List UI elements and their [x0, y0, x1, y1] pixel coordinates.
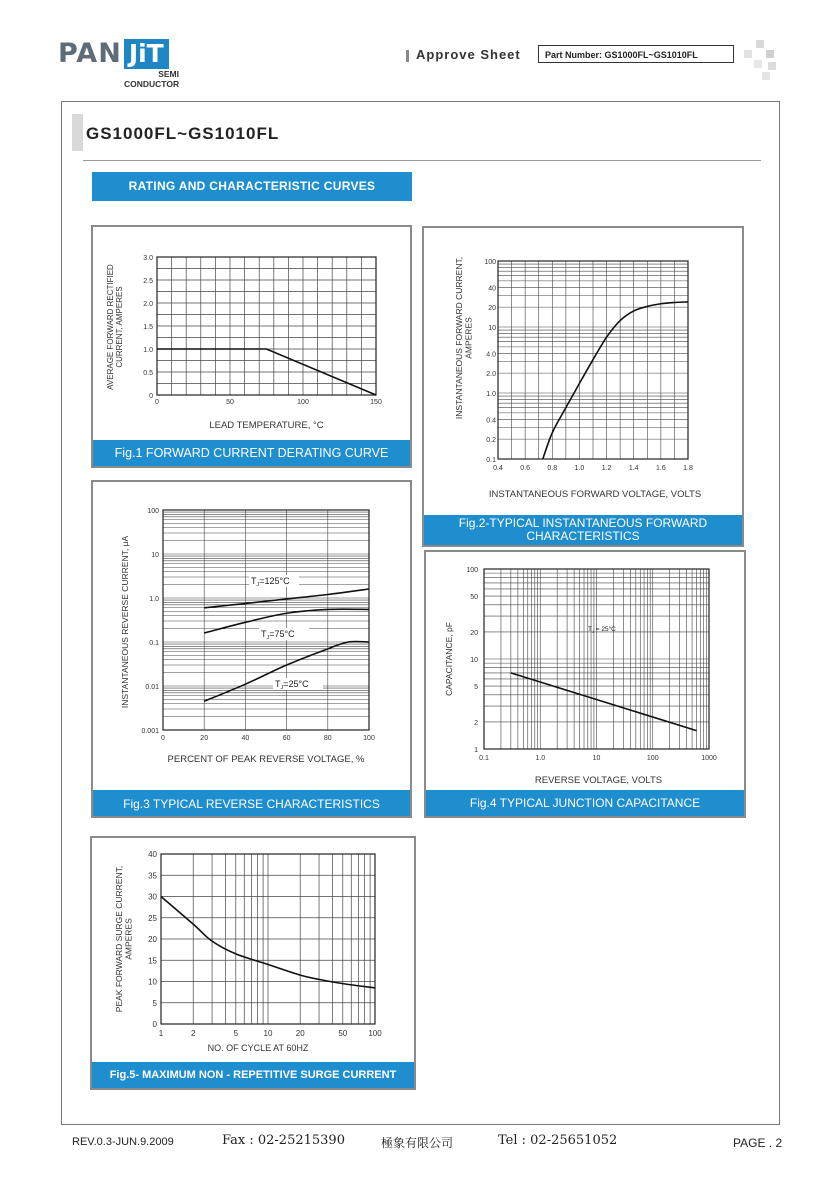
fig4-y-tick: 2 [474, 719, 478, 727]
fig1-y-tick: 2.0 [143, 301, 153, 308]
section-title: RATING AND CHARACTERISTIC CURVES [92, 172, 412, 201]
fig2-y-tick: 2.0 [486, 371, 496, 379]
fig4-x-tick: 1.0 [535, 755, 546, 762]
fig3-y-tick: 0.01 [145, 684, 159, 691]
fig2-y-tick: 10 [488, 325, 496, 332]
title-shade [72, 114, 83, 151]
fig1-caption: Fig.1 FORWARD CURRENT DERATING CURVE [93, 440, 410, 466]
footer-fax: Fax : 02-25215390 [222, 1133, 345, 1148]
fig3-x-tick: 20 [200, 735, 209, 742]
fig3-plot-border [163, 510, 369, 730]
fig3-chart [93, 482, 410, 787]
fig5-y-tick: 35 [148, 871, 157, 881]
fig2-y-tick: 4.0 [486, 351, 496, 359]
logo-accent: JiT [124, 39, 169, 69]
fig3-x-tick: 0 [161, 735, 165, 742]
fig1-x-tick: 100 [297, 399, 309, 406]
fig4-x-tick: 100 [646, 755, 659, 762]
fig2-x-tick: 1.6 [655, 465, 666, 472]
fig4-y-tick: 10 [470, 657, 478, 664]
part-number-box: Part Number: GS1000FL~GS1010FL [538, 45, 734, 63]
footer-page: PAGE . 2 [733, 1136, 783, 1150]
fig2-x-tick: 0.4 [493, 465, 503, 472]
company-logo [58, 38, 180, 89]
fig5-y-tick: 0 [152, 1020, 157, 1029]
footer-company: 極象有限公司 [381, 1136, 454, 1150]
fig1-y-label: AVERAGE FORWARD RECTIFIED [106, 264, 115, 390]
fig3-caption: Fig.3 TYPICAL REVERSE CHARACTERISTICS [93, 790, 410, 816]
fig3-x-tick: 40 [241, 735, 250, 742]
fig2-x-tick: 1.2 [601, 465, 612, 472]
fig3-y-label: INSTANTANEOUS REVERSE CURRENT, μA [120, 535, 130, 709]
fig2-x-label: INSTANTANEOUS FORWARD VOLTAGE, VOLTS [488, 489, 702, 500]
fig1-y-tick: 2.5 [143, 278, 153, 285]
fig3-y-tick: 0.1 [149, 640, 159, 647]
fig1-y-tick: 1.5 [143, 324, 153, 331]
fig5-panel [90, 836, 416, 1090]
fig2-y-tick: 0.1 [486, 457, 496, 464]
fig5-y-tick: 30 [148, 892, 157, 902]
fig4-y-tick: 50 [470, 594, 478, 602]
fig1-panel [91, 225, 412, 468]
fig4-x-tick: 0.1 [479, 755, 489, 762]
fig2-caption-line2: CHARACTERISTICS [526, 529, 640, 543]
fig5-chart [92, 838, 414, 1062]
fig5-x-tick: 2 [190, 1029, 196, 1038]
fig1-x-label: LEAD TEMPERATURE, °C [209, 420, 324, 431]
fig4-y-tick: 5 [474, 684, 478, 692]
fig5-caption: Fig.5- MAXIMUM NON - REPETITIVE SURGE CURRENT [92, 1062, 414, 1088]
title-rule [83, 160, 761, 161]
fig5-y-label: AMPERES [123, 918, 134, 960]
fig3-y-tick: 10 [151, 552, 159, 559]
fig4-x-tick: 10 [592, 755, 601, 762]
fig5-x-tick: 5 [233, 1029, 239, 1038]
fig1-y-tick: 3.0 [143, 255, 153, 262]
fig4-y-tick: 20 [470, 629, 478, 637]
fig4-x-label: REVERSE VOLTAGE, VOLTS [534, 775, 663, 786]
fig2-x-tick: 1.0 [574, 465, 585, 472]
fig3-x-label: PERCENT OF PEAK REVERSE VOLTAGE, % [167, 754, 365, 765]
fig2-x-tick: 0.6 [520, 465, 531, 472]
footer-tel: Tel : 02-25651052 [498, 1133, 618, 1148]
logo-subtitle [124, 69, 179, 89]
fig5-y-tick: 10 [148, 977, 157, 987]
fig3-series-label: $T_J=25^\circ C$ [275, 679, 309, 691]
fig3-series-label: $T_J=125^\circ C$ [251, 576, 290, 588]
fig4-annotation: $T_J = 25^\circ C$ [588, 626, 616, 634]
fig5-y-tick: 15 [148, 956, 157, 966]
approve-sheet-label: Approve Sheet [416, 47, 521, 62]
fig2-panel [422, 226, 744, 547]
fig1-y-label: CURRENT, AMPERES [115, 286, 124, 368]
fig2-caption [424, 515, 742, 545]
fig5-x-label: NO. OF CYCLE AT 60HZ [207, 1043, 309, 1053]
fig5-x-tick: 100 [368, 1029, 382, 1038]
fig5-y-label: PEAK FORWARD SURGE CURRENT, [114, 865, 124, 1013]
fig3-y-tick: 1.0 [149, 596, 159, 603]
fig2-x-tick: 0.8 [547, 465, 558, 472]
fig2-caption-line1: Fig.2-TYPICAL INSTANTANEOUS FORWARD [458, 516, 708, 530]
fig2-y-tick: 0.2 [486, 437, 496, 445]
fig5-y-tick: 25 [148, 913, 157, 923]
fig1-y-tick: 0 [149, 393, 153, 400]
fig3-y-tick: 0.001 [141, 728, 159, 735]
fig1-chart [93, 227, 410, 437]
fig2-chart [424, 228, 742, 516]
fig5-x-tick: 20 [295, 1029, 305, 1038]
fig3-x-tick: 100 [363, 735, 375, 742]
fig1-y-tick: 0.5 [143, 370, 153, 377]
fig5-x-tick: 1 [158, 1029, 164, 1038]
logo-sub-semi: SEMI [158, 69, 179, 79]
fig2-y-tick: 0.4 [486, 417, 496, 425]
fig2-y-tick: 100 [484, 259, 496, 266]
fig4-y-label: CAPACITANCE, pF [444, 622, 454, 696]
fig2-y-label: AMPERES [463, 317, 474, 359]
fig2-series-line [543, 302, 688, 459]
fig3-x-tick: 60 [282, 735, 291, 742]
fig4-y-tick: 100 [466, 567, 478, 574]
fig2-y-tick: 1.0 [486, 391, 496, 398]
fig4-chart [426, 552, 744, 790]
fig3-y-tick: 100 [147, 508, 159, 515]
fig3-series-label: $T_J=75^\circ C$ [261, 629, 295, 641]
fig4-y-tick: 1 [474, 747, 478, 754]
fig2-y-tick: 40 [488, 285, 496, 293]
logo-text: PAN [58, 38, 122, 69]
fig2-x-tick: 1.8 [683, 465, 693, 472]
footer-revision: REV.0.3-JUN.9.2009 [72, 1136, 174, 1148]
logo-sub-conductor: CONDUCTOR [124, 79, 180, 89]
fig1-x-tick: 50 [226, 399, 234, 406]
approve-marker [406, 50, 409, 62]
fig2-y-label: INSTANTANEOUS FORWARD CURRENT, [454, 256, 464, 420]
corner-pattern [744, 40, 780, 82]
fig1-x-tick: 0 [155, 399, 159, 406]
fig5-x-tick: 50 [338, 1029, 348, 1038]
fig5-y-tick: 40 [148, 850, 157, 859]
fig5-x-tick: 10 [263, 1029, 273, 1038]
fig5-y-tick: 20 [148, 935, 157, 944]
fig3-x-tick: 80 [323, 735, 332, 742]
page-title: GS1000FL~GS1010FL [86, 124, 280, 143]
fig5-y-tick: 5 [152, 998, 157, 1008]
fig2-y-tick: 20 [488, 305, 496, 313]
fig1-y-tick: 1.0 [143, 347, 153, 354]
fig2-x-tick: 1.4 [628, 465, 639, 472]
fig3-panel [91, 480, 412, 818]
fig1-x-tick: 150 [370, 399, 382, 406]
fig4-x-tick: 1000 [701, 755, 717, 762]
fig4-panel [424, 550, 746, 818]
fig4-caption: Fig.4 TYPICAL JUNCTION CAPACITANCE [426, 790, 744, 816]
